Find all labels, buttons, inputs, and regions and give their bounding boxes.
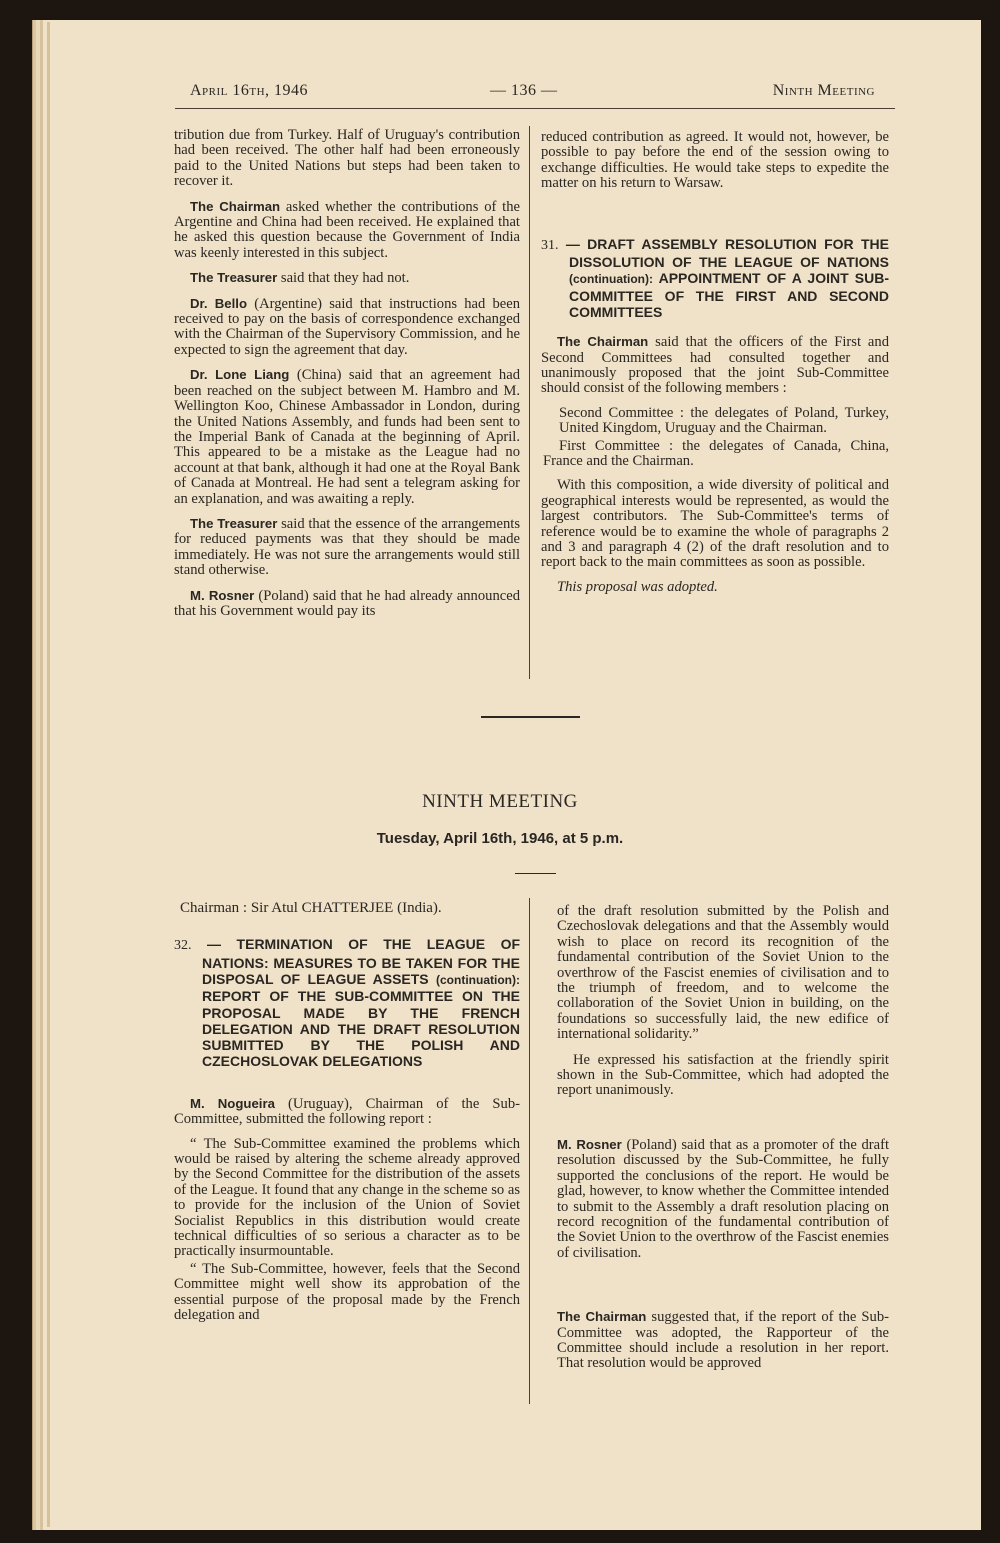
paragraph-text: suggested that, if the report of the Sub-Committee was adopted, the Rapporteur of the Committee should include a resolution in her report. That resolution would be approved [557,1309,889,1372]
bottom-left-column [174,901,520,1332]
speaker: Dr. Lone Liang [190,367,290,383]
speaker: M. Rosner [190,587,255,603]
paragraph: of the draft resolution submitted by the Polish and Czechoslovak delegations and that the Assembly would wish to place on record its recognition of the fundamental contribution of the Soviet Union to the overthrow of the Fascist enemies of civilisation and to the triumph of freedom, and to welcome the collaboration of the Soviet Union in building, on the foundations so successfully laid, the new edifice of international solidarity.” [557,903,889,1043]
paragraph-text: (Argentine) said that instructions had been received to pay on the basis of correspondence exchanged with the Chairman of the Supervisory Commission, and he expected to sign the agreement that day. [174,295,521,358]
speaker: Dr. Bello [190,295,248,311]
section-continuation: (continuation): [436,973,520,987]
chairman-line: Chairman : Sir Atul CHATTERJEE (India). [180,900,442,916]
page-number: — 136 — [490,82,558,99]
header-rule [175,108,895,109]
column-divider [529,126,530,679]
speaker: M. Rosner [557,1136,622,1152]
page-edge [47,22,50,1527]
paragraph [174,270,520,286]
paragraph: tribution due from Turkey. Half of Uruguay's contribution had been received. The other half had been erroneously paid to the United Nations but steps had been taken to recover it. [174,127,520,190]
paragraph [174,199,520,262]
section-heading [174,936,520,1069]
speaker: The Chairman [557,1309,647,1325]
paragraph: With this composition, a wide diversity of political and geographical interests would be represented, as would the largest contributors. The Sub-Committee's terms of reference would be to examine the whole of paragraphs 2 and 3 and paragraph 4 (2) of the draft resolution and to report back to the main committees as soon as possible. [541,477,889,571]
paragraph-text: (Uruguay), Chairman of the Sub-Committee, submitted the following report : [174,1095,520,1128]
section-subtitle: APPOINTMENT OF A JOINT SUB-COMMITTEE OF THE FIRST AND SECOND COMMITTEES [569,270,889,320]
quote: First Committee : the delegates of Canada, China, France and the Chairman. [543,437,889,469]
decision: This proposal was adopted. [557,578,718,595]
paragraph: He expressed his satisfaction at the friendly spirit shown in the Sub-Committee, which had adopted the report unanimously. [557,1051,889,1099]
section-number: 31. [541,237,559,253]
header-date: April 16th, 1946 [190,82,309,99]
paragraph-text: said that the essence of the arrangements for reduced payments was that they should be made immediately. He was not sure the arrangements would still stand otherwise. [174,515,520,579]
speaker: M. Nogueira [190,1095,275,1111]
meeting-date: Tuesday, April 16th, 1946, at 5 p.m. [376,830,624,847]
bottom-right-column [557,904,889,1381]
paragraph [174,1096,520,1128]
paragraph [541,334,889,397]
paragraph-text: said that they had not. [280,270,410,287]
paragraph [557,1137,889,1261]
top-left-column [174,128,520,628]
meeting-title: NINTH MEETING [422,791,578,812]
speaker: The Chairman [557,334,649,350]
paragraph [174,588,520,620]
section-number: 32. [174,938,192,954]
section-title: — DRAFT ASSEMBLY RESOLUTION FOR THE DISSOLUTION OF THE LEAGUE OF NATIONS [565,235,889,270]
paragraph [174,296,520,359]
speaker: The Treasurer [190,270,278,286]
paragraph-text: (China) said that an agreement had been reached on the subject between M. Hambro and M. Wellington Koo, Chinese Ambassador in London, during the United Nations Assembly, and funds had been sent to the Imperial Bank of Canada at the beginning of April. This appeared to be a mistake as the League had no account at that bank, although it had one at the Royal Bank of Canada at Montreal. He had sent a telegram asking for an explanation, and was awaiting a reply. [174,367,520,507]
speaker: The Treasurer [190,515,278,531]
page-edge [40,22,43,1527]
paragraph-text: (Poland) said that as a promoter of the draft resolution discussed by the Sub-Committee, he fully supported the conclusions of the report. He would be glad, however, to know whether the Committee intended to submit to the Assembly a draft resolution placing on record recognition of the fundamental contribution of the Soviet Union to the overthrow of the Fascist enemies of civilisation. [557,1136,890,1261]
paragraph [174,367,520,507]
section-subtitle: REPORT OF THE SUB-COMMITTEE ON THE PROPOSAL MADE BY THE FRENCH DELEGATION AND THE DRAFT RESOLUTION SUBMITTED BY THE POLISH AND CZECHOSLOVAK DELEGATIONS [202,988,520,1070]
running-header [190,82,875,104]
paragraph [557,1309,889,1372]
paragraph [174,516,520,579]
header-meeting: Ninth Meeting [772,82,875,99]
section-continuation: (continuation): [569,272,653,287]
meeting-rule [515,873,556,874]
paragraph-text: asked whether the contributions of the Argentine and China had been received. He explained that he asked this question because the Government of India was keenly interested in this subject. [174,198,520,261]
quote: “ The Sub-Committee examined the problems which would be raised by altering the scheme already approved by the Second Committee for the distribution of the assets of the League. It found that any change in the scheme so as to provide for the inclusion of the Union of Soviet Socialist Republics in this distribution would create technical difficulties of so serious a character as to be practically insurmountable. [174,1135,520,1260]
paragraph-text: (Poland) said that he had already announced that his Government would pay its [174,587,520,619]
section-title: — TERMINATION OF THE LEAGUE OF NATIONS: MEASURES TO BE TAKEN FOR THE DISPOSAL OF LEAGUE ASSETS [202,936,521,987]
speaker: The Chairman [190,198,281,214]
column-divider [529,898,530,1404]
paragraph: reduced contribution as agreed. It would not, however, be possible to pay before the end of the session owing to exchange difficulties. He would take steps to expedite the matter on his return to Warsaw. [541,129,889,192]
quote: “ The Sub-Committee, however, feels that the Second Committee might well show its approbation of the essential purpose of the proposal made by the French delegation and [174,1260,520,1324]
section-rule [481,716,580,718]
section-heading [541,236,889,320]
quote: Second Committee : the delegates of Poland, Turkey, United Kingdom, Uruguay and the Chairman. [559,404,889,437]
paragraph-text: said that the officers of the First and Second Committees had consulted together and unanimously proposed that the joint Sub-Committee should consist of the following members : [541,334,889,397]
top-right-column [541,130,889,604]
